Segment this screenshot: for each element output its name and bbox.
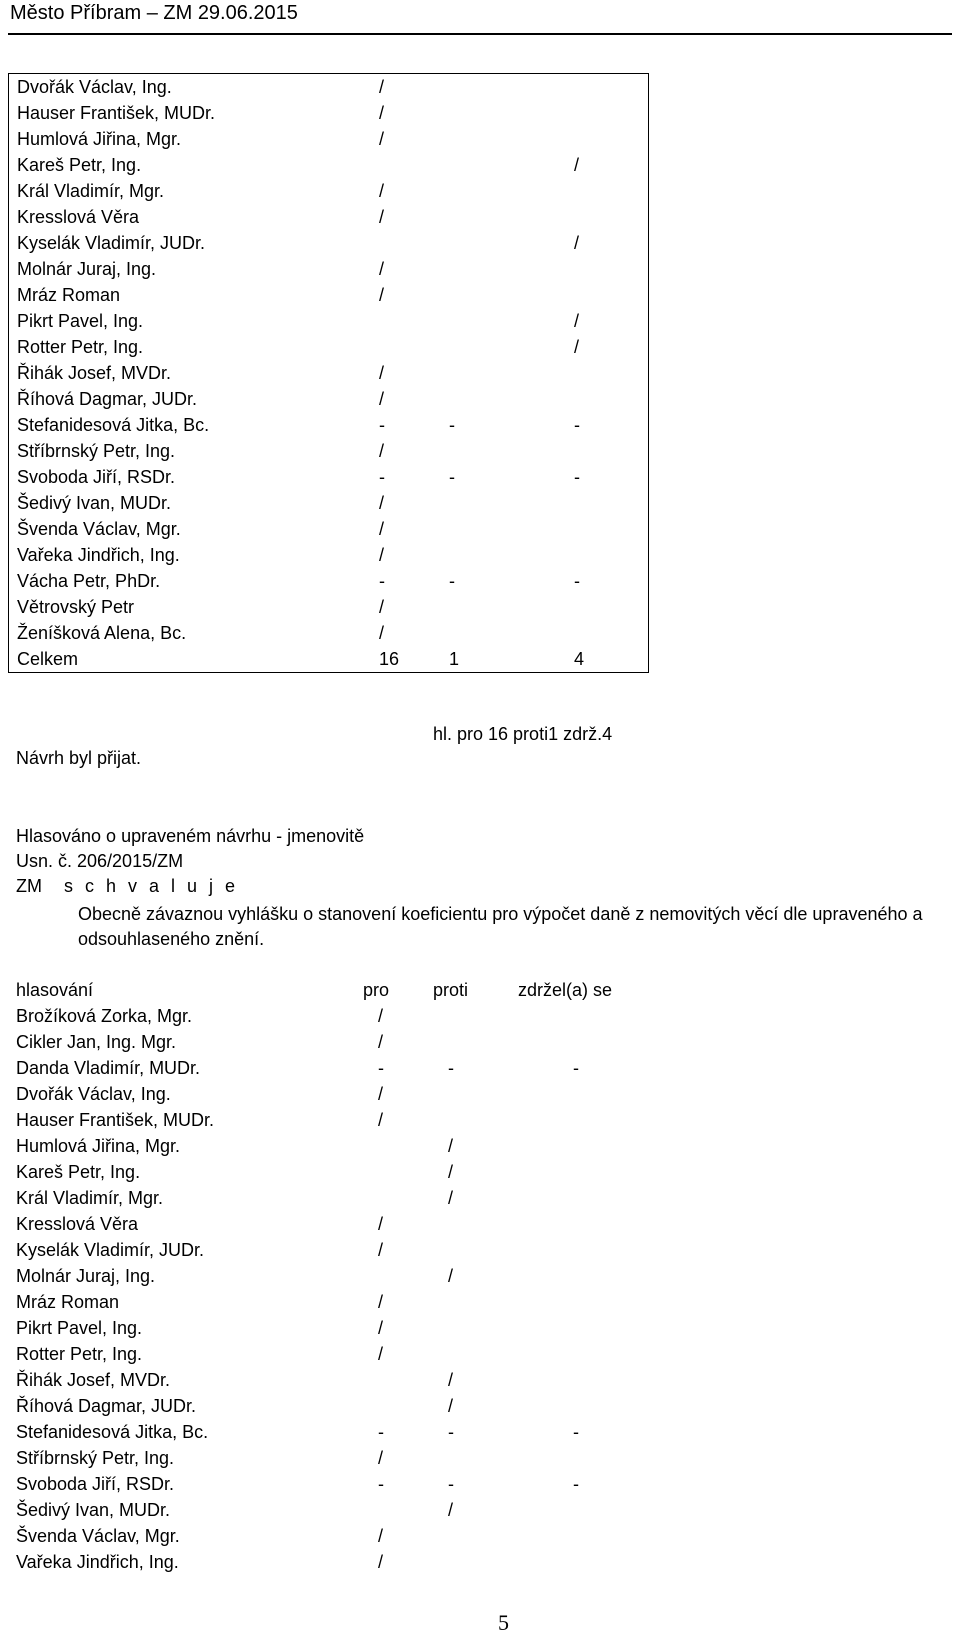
resolution-verb-line: [16, 876, 239, 897]
cell-name: Rotter Petr, Ing.: [16, 1344, 143, 1364]
cell-name: Šedivý Ivan, MUDr.: [17, 493, 172, 513]
table-row: [8, 1159, 668, 1185]
cell-name: Celkem: [17, 649, 79, 669]
cell-proti: -: [448, 1058, 454, 1078]
table-row: [8, 1367, 668, 1393]
table-row: [9, 412, 648, 438]
cell-name: Kareš Petr, Ing.: [16, 1162, 141, 1182]
cell-name: Vařeka Jindřich, Ing.: [17, 545, 180, 565]
cell-pro: /: [378, 1240, 384, 1260]
column-header-zdrzel: zdržel(a) se: [518, 980, 613, 1000]
cell-pro: /: [378, 1292, 384, 1312]
column-header-pro: pro: [363, 980, 390, 1000]
table-header-row: [8, 977, 668, 1003]
cell-pro: -: [378, 1058, 384, 1078]
cell-zdrzel: -: [573, 1474, 579, 1494]
table-row: [9, 282, 648, 308]
cell-zdrzel: 4: [574, 649, 585, 669]
cell-zdrzel: /: [574, 311, 580, 331]
cell-zdrzel: -: [574, 415, 580, 435]
cell-proti: -: [448, 1474, 454, 1494]
cell-zdrzel: -: [574, 467, 580, 487]
cell-pro: /: [378, 1006, 384, 1026]
cell-pro: /: [378, 1318, 384, 1338]
column-header-name: hlasování: [16, 980, 94, 1000]
cell-proti: -: [449, 467, 455, 487]
section-title: Hlasováno o upraveném návrhu - jmenovitě: [16, 826, 365, 846]
table-row: [9, 464, 648, 490]
table-row: [9, 594, 648, 620]
cell-name: Dvořák Václav, Ing.: [17, 77, 172, 97]
cell-name: Kresslová Věra: [16, 1214, 139, 1234]
cell-name: Hauser František, MUDr.: [16, 1110, 215, 1130]
table-row: [8, 1185, 668, 1211]
cell-name: Švenda Václav, Mgr.: [17, 519, 181, 539]
table-row: [9, 360, 648, 386]
table-row: [9, 542, 648, 568]
table-row: [8, 1029, 668, 1055]
cell-name: Molnár Juraj, Ing.: [17, 259, 157, 279]
cell-pro: /: [379, 77, 385, 97]
cell-zdrzel: /: [574, 155, 580, 175]
cell-pro: /: [378, 1032, 384, 1052]
table-row: [9, 74, 648, 100]
cell-name: Král Vladimír, Mgr.: [16, 1188, 164, 1208]
cell-name: Pikrt Pavel, Ing.: [17, 311, 144, 331]
column-header-proti: proti: [433, 980, 469, 1000]
cell-name: Mráz Roman: [17, 285, 121, 305]
cell-name: Cikler Jan, Ing. Mgr.: [16, 1032, 177, 1052]
cell-pro: /: [379, 181, 385, 201]
cell-pro: -: [379, 571, 385, 591]
cell-pro: /: [379, 493, 385, 513]
cell-name: Stříbrnský Petr, Ing.: [16, 1448, 175, 1468]
table-row: [9, 256, 648, 282]
vote-table-previous: [8, 73, 649, 673]
cell-name: Brožíková Zorka, Mgr.: [16, 1006, 193, 1026]
cell-name: Král Vladimír, Mgr.: [17, 181, 165, 201]
table-row: [8, 1315, 668, 1341]
cell-pro: /: [378, 1084, 384, 1104]
cell-pro: /: [378, 1552, 384, 1572]
cell-proti: /: [448, 1500, 454, 1520]
cell-name: Danda Vladimír, MUDr.: [16, 1058, 201, 1078]
resolution-number: Usn. č. 206/2015/ZM: [16, 851, 184, 871]
cell-pro: 16: [379, 649, 400, 669]
cell-name: Hauser František, MUDr.: [17, 103, 216, 123]
table-row: [9, 516, 648, 542]
table-row: [9, 178, 648, 204]
cell-name: Kyselák Vladimír, JUDr.: [17, 233, 206, 253]
cell-name: Molnár Juraj, Ing.: [16, 1266, 156, 1286]
cell-name: Kareš Petr, Ing.: [17, 155, 142, 175]
cell-name: Humlová Jiřina, Mgr.: [16, 1136, 181, 1156]
table-row: [8, 1393, 668, 1419]
table-row: [9, 646, 648, 672]
cell-pro: /: [379, 363, 385, 383]
table-row: [8, 1445, 668, 1471]
cell-pro: /: [379, 597, 385, 617]
cell-pro: -: [378, 1422, 384, 1442]
cell-proti: /: [448, 1370, 454, 1390]
cell-pro: /: [379, 519, 385, 539]
resolution-text: Obecně závaznou vyhlášku o stanovení koeficientu pro výpočet daně z nemovitých věcí dle upraveného a odsouhlaseného znění.: [78, 904, 923, 949]
table-row: [8, 1211, 668, 1237]
table-row: [8, 1497, 668, 1523]
table-row: [9, 438, 648, 464]
cell-name: Humlová Jiřina, Mgr.: [17, 129, 182, 149]
cell-proti: /: [448, 1396, 454, 1416]
cell-zdrzel: -: [573, 1058, 579, 1078]
cell-proti: -: [449, 571, 455, 591]
table-row: [9, 386, 648, 412]
table-row: [9, 308, 648, 334]
cell-pro: /: [378, 1526, 384, 1546]
cell-name: Dvořák Václav, Ing.: [16, 1084, 171, 1104]
cell-proti: /: [448, 1188, 454, 1208]
cell-proti: /: [448, 1162, 454, 1182]
cell-name: Říhová Dagmar, JUDr.: [16, 1396, 197, 1416]
table-row: [9, 126, 648, 152]
cell-name: Stříbrnský Petr, Ing.: [17, 441, 176, 461]
cell-pro: /: [379, 285, 385, 305]
result-label: Návrh byl přijat.: [16, 748, 142, 768]
cell-name: Větrovský Petr: [17, 597, 135, 617]
cell-pro: -: [379, 467, 385, 487]
resolution-body: ZM: [16, 876, 42, 896]
cell-proti: 1: [449, 649, 460, 669]
table-row: [8, 1237, 668, 1263]
cell-pro: /: [378, 1448, 384, 1468]
cell-proti: -: [449, 415, 455, 435]
page-number: 5: [498, 1610, 509, 1635]
table-row: [8, 1419, 668, 1445]
cell-proti: /: [448, 1266, 454, 1286]
cell-name: Švenda Václav, Mgr.: [16, 1526, 180, 1546]
cell-pro: /: [378, 1214, 384, 1234]
table-row: [9, 620, 648, 646]
cell-name: Stefanidesová Jitka, Bc.: [17, 415, 210, 435]
table-row: [9, 204, 648, 230]
cell-name: Říhová Dagmar, JUDr.: [17, 389, 198, 409]
table-row: [8, 1081, 668, 1107]
cell-zdrzel: /: [574, 337, 580, 357]
table-row: [8, 1003, 668, 1029]
cell-pro: /: [379, 103, 385, 123]
resolution-verb: s c h v a l u j e: [64, 876, 239, 896]
cell-pro: -: [378, 1474, 384, 1494]
cell-pro: /: [379, 441, 385, 461]
header-divider: [8, 33, 952, 35]
cell-pro: -: [379, 415, 385, 435]
table-row: [8, 1471, 668, 1497]
cell-proti: /: [448, 1136, 454, 1156]
cell-pro: /: [379, 389, 385, 409]
cell-proti: -: [448, 1422, 454, 1442]
table-row: [8, 1549, 668, 1575]
result-vote-summary: hl. pro 16 proti1 zdrž.4: [433, 724, 613, 744]
cell-name: Kresslová Věra: [17, 207, 140, 227]
cell-name: Vácha Petr, PhDr.: [17, 571, 161, 591]
cell-zdrzel: -: [573, 1422, 579, 1442]
cell-pro: /: [378, 1344, 384, 1364]
table-row: [9, 490, 648, 516]
cell-name: Šedivý Ivan, MUDr.: [16, 1500, 171, 1520]
vote-table-current: [8, 977, 668, 1575]
cell-name: Svoboda Jiří, RSDr.: [16, 1474, 175, 1494]
cell-name: Ženíšková Alena, Bc.: [17, 623, 187, 643]
table-row: [8, 1289, 668, 1315]
cell-pro: /: [378, 1110, 384, 1130]
cell-name: Svoboda Jiří, RSDr.: [17, 467, 176, 487]
cell-pro: /: [379, 259, 385, 279]
cell-name: Rotter Petr, Ing.: [17, 337, 144, 357]
table-row: [8, 1523, 668, 1549]
table-row: [8, 1263, 668, 1289]
cell-name: Řihák Josef, MVDr.: [16, 1370, 171, 1390]
cell-name: Pikrt Pavel, Ing.: [16, 1318, 143, 1338]
table-row: [8, 1341, 668, 1367]
table-row: [8, 1107, 668, 1133]
cell-name: Stefanidesová Jitka, Bc.: [16, 1422, 209, 1442]
table-row: [9, 334, 648, 360]
cell-pro: /: [379, 129, 385, 149]
page-header-title: Město Příbram – ZM 29.06.2015: [10, 2, 298, 24]
cell-zdrzel: -: [574, 571, 580, 591]
cell-zdrzel: /: [574, 233, 580, 253]
table-row: [8, 1055, 668, 1081]
cell-name: Vařeka Jindřich, Ing.: [16, 1552, 179, 1572]
cell-name: Řihák Josef, MVDr.: [17, 363, 172, 383]
cell-pro: /: [379, 623, 385, 643]
table-row: [9, 100, 648, 126]
table-row: [8, 1133, 668, 1159]
table-row: [9, 230, 648, 256]
cell-pro: /: [379, 207, 385, 227]
cell-name: Mráz Roman: [16, 1292, 120, 1312]
table-row: [9, 568, 648, 594]
table-row: [9, 152, 648, 178]
cell-pro: /: [379, 545, 385, 565]
cell-name: Kyselák Vladimír, JUDr.: [16, 1240, 205, 1260]
